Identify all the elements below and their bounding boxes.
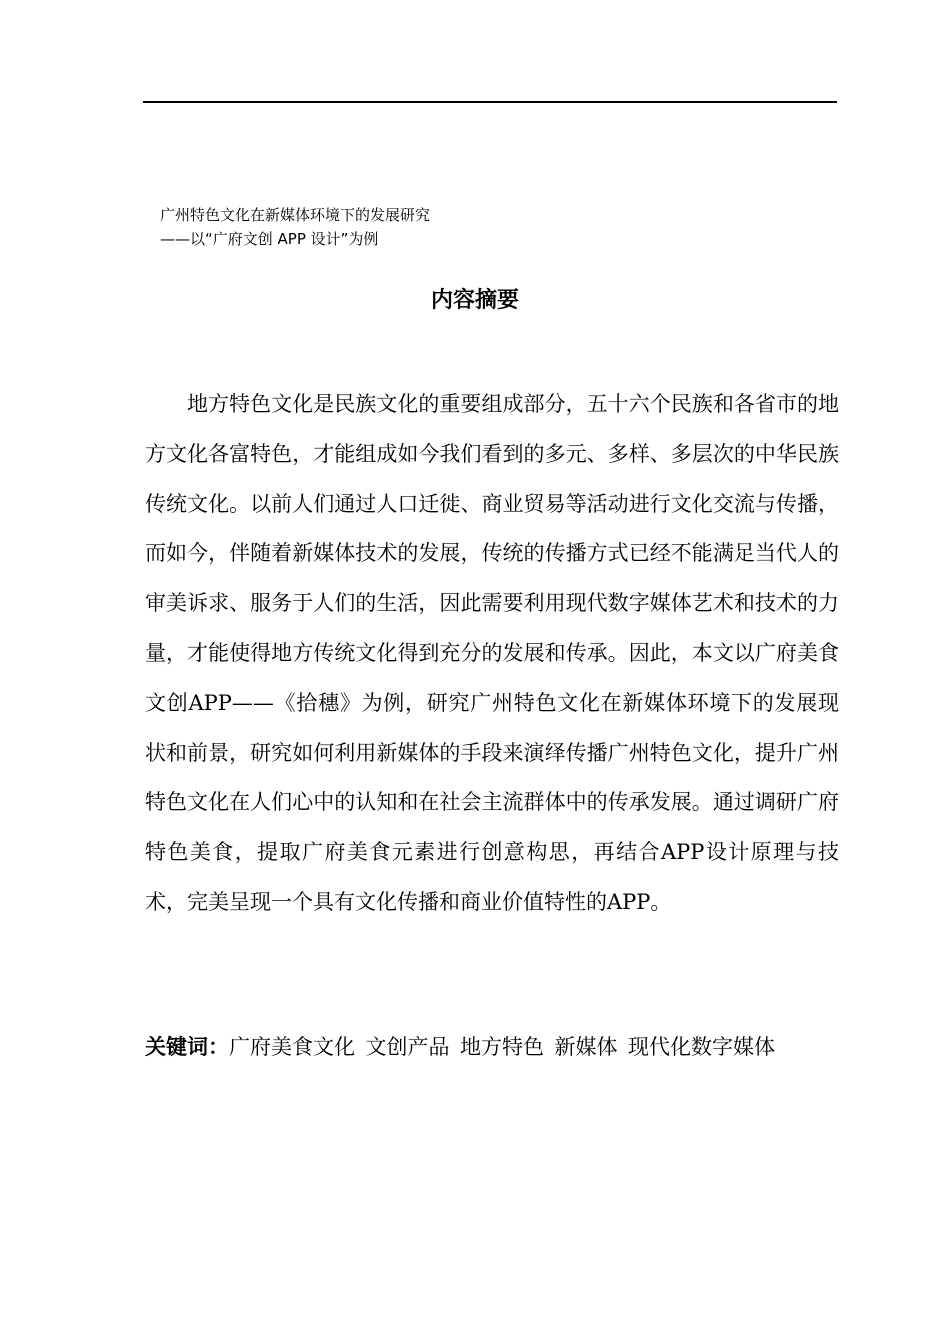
keyword-item: 地方特色 [460, 1035, 544, 1059]
paper-title: 广州特色文化在新媒体环境下的发展研究 [160, 206, 431, 224]
keyword-item: 文创产品 [365, 1035, 450, 1059]
keywords-line [145, 1029, 839, 1065]
keyword-item: 现代化数字媒体 [628, 1035, 775, 1059]
keywords-label: 关键词： [145, 1035, 229, 1059]
abstract-heading: 内容摘要 [430, 288, 519, 313]
abstract-paragraph: 地方特色文化是民族文化的重要组成部分，五十六个民族和各省市的地方文化各富特色，才能组成如今我们看到的多元、多样、多层次的中华民族传统文化。以前人们通过人口迁徙、商业贸易等活动进行文化交流与传播，而如今，伴随着新媒体技术的发展，传统的传播方式已经不能满足当代人的审美诉求、服务于人们的生活，因此需要利用现代数字媒体艺术和技术的力量，才能使得地方传统文化得到充分的发展和传承。因此，本文以广府美食文创APP——《拾穗》为例，研究广州特色文化在新媒体环境下的发展现状和前景，研究如何利用新媒体的手段来演绎传播广州特色文化，提升广州特色文化在人们心中的认知和在社会主流群体中的传承发展。通过调研广府特色美食，提取广府美食元素进行创意构思，再结合APP设计原理与技术，完美呈现一个具有文化传播和商业价值特性的APP。 [145, 392, 839, 914]
paper-subtitle: ——以“广府文创 APP 设计”为例 [160, 230, 379, 248]
keyword-item: 广府美食文化 [229, 1035, 355, 1059]
header-rule [143, 101, 837, 103]
keyword-item: 新媒体 [554, 1035, 618, 1059]
paper-title-block [160, 203, 430, 251]
